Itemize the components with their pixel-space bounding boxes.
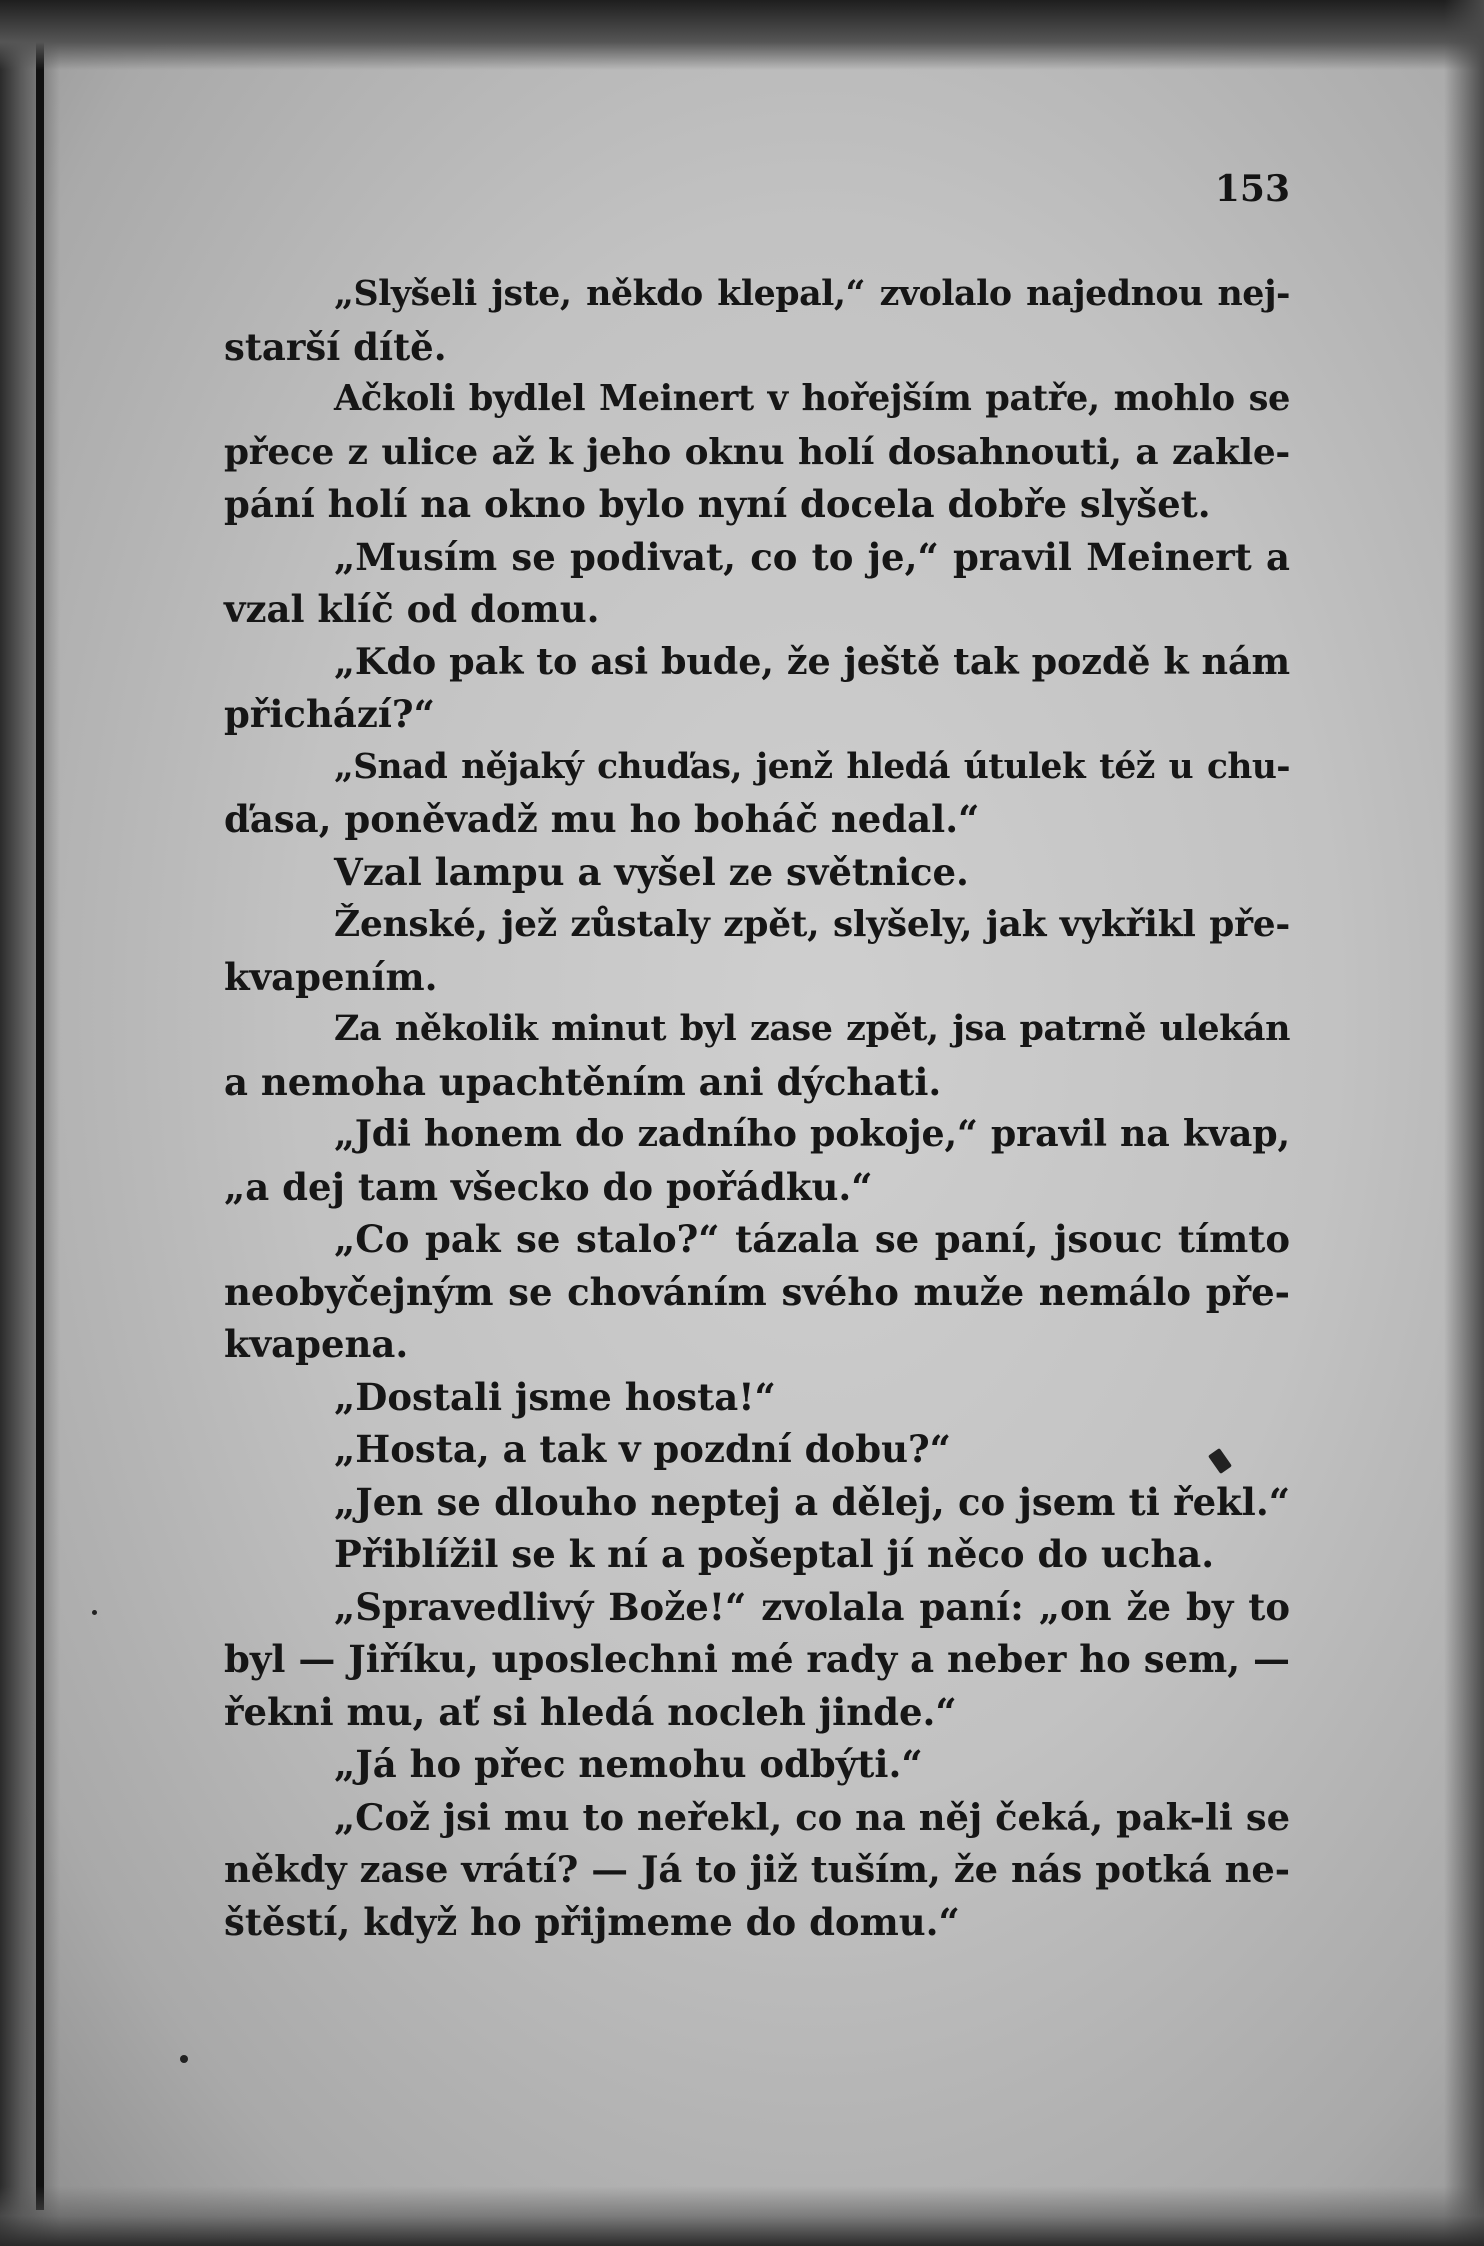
book-binding-shadow — [0, 0, 60, 2246]
text-line: někdy zase vrátí? — Já to již tuším, že nás potká ne- — [224, 1847, 1290, 1891]
top-edge-shadow — [0, 0, 1484, 70]
text-line: „Což jsi mu to neřekl, co na něj čeká, pak-li se — [334, 1794, 1290, 1839]
text-line: „Co pak se stalo?“ tázala se paní, jsouc tímto — [334, 1217, 1290, 1261]
text-line: přichází?“ — [224, 692, 435, 736]
text-line: „Dostali jsme hosta!“ — [334, 1374, 776, 1419]
text-line: ďasa, poněvadž mu ho boháč nedal.“ — [224, 797, 980, 841]
text-line: „Spravedlivý Bože!“ zvolala paní: „on že by to — [334, 1584, 1290, 1629]
ink-speck — [180, 2055, 188, 2063]
text-line: Přiblížil se k ní a pošeptal jí něco do ucha. — [334, 1532, 1215, 1576]
text-line: „a dej tam všecko do pořádku.“ — [224, 1164, 873, 1209]
text-line: neobyčejným se chováním svého muže nemálo pře- — [224, 1269, 1290, 1314]
text-line: „Já ho přec nemohu odbýti.“ — [334, 1742, 923, 1786]
text-line: kvapena. — [224, 1322, 409, 1366]
binding-edge — [36, 40, 44, 2210]
ink-speck — [92, 1610, 97, 1615]
page-number: 153 — [1214, 168, 1290, 210]
text-line: přece z ulice až k jeho oknu holí dosahnouti, a zakle- — [224, 430, 1290, 473]
text-line: Ženské, jež zůstaly zpět, slyšely, jak vykřikl pře- — [334, 903, 1290, 945]
text-line: pání holí na okno bylo nyní docela dobře slyšet. — [224, 482, 1211, 526]
right-edge-shadow — [1444, 0, 1484, 2246]
text-line: Vzal lampu a vyšel ze světnice. — [334, 849, 969, 894]
text-line: Za několik minut byl zase zpět, jsa patrně ulekán — [334, 1008, 1290, 1049]
text-line: „Hosta, a tak v pozdní dobu?“ — [334, 1427, 951, 1471]
text-line: „Musím se podivat, co to je,“ pravil Meinert a — [334, 534, 1290, 579]
text-line: a nemoha upachtěním ani dýchati. — [224, 1059, 942, 1104]
body-text — [224, 268, 1290, 1948]
text-line: vzal klíč od domu. — [224, 587, 600, 631]
text-line: „Jen se dlouho neptej a dělej, co jsem ti řekl.“ — [334, 1479, 1290, 1524]
text-line: starší dítě. — [224, 324, 447, 369]
text-line: „Jdi honem do zadního pokoje,“ pravil na kvap, — [334, 1112, 1290, 1155]
bottom-edge-shadow — [0, 2186, 1484, 2246]
text-line: řekni mu, ať si hledá nocleh jinde.“ — [224, 1689, 957, 1734]
text-line: Ačkoli bydlel Meinert v hořejším patře, mohlo se — [334, 378, 1290, 419]
text-line: byl — Jiříku, uposlechni mé rady a neber ho sem, — — [224, 1637, 1290, 1681]
text-line: štěstí, když ho přijmeme do domu.“ — [224, 1899, 960, 1944]
text-line: „Snad nějaký chuďas, jenž hledá útulek též u chu- — [334, 746, 1290, 787]
text-line: „Slyšeli jste, někdo klepal,“ zvolalo najednou nej- — [334, 273, 1290, 314]
text-line: „Kdo pak to asi bude, že ještě tak pozdě k nám — [334, 639, 1290, 683]
text-line: kvapením. — [224, 954, 438, 999]
